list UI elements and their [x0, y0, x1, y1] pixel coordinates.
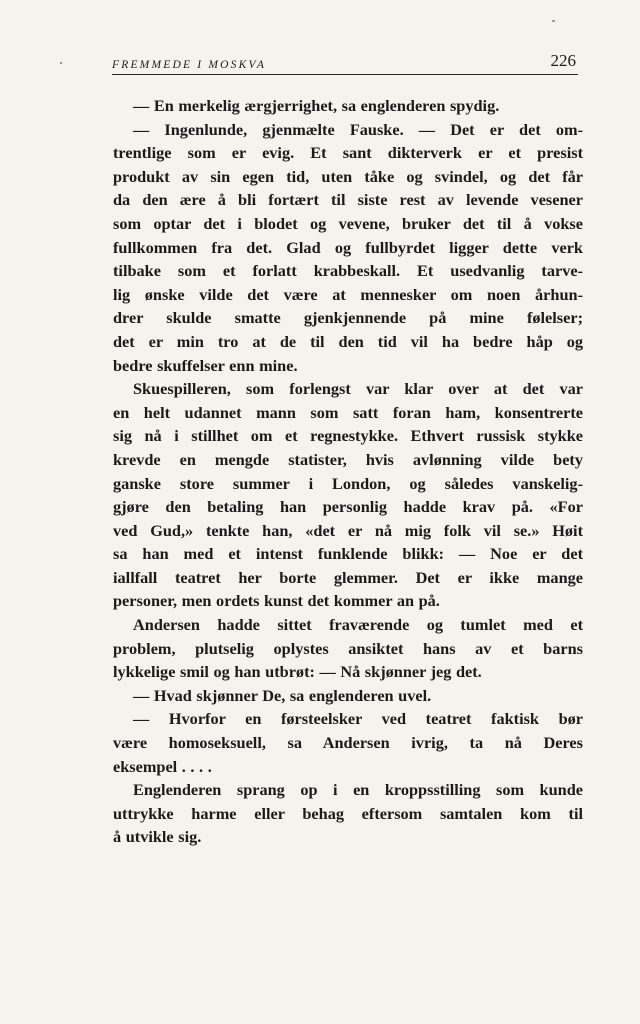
text-line: — Hvorfor en førsteelsker ved teatret faktisk bør — [133, 709, 583, 729]
text-line: ved Gud,» tenkte han, «det er nå mig folk vil se.» Høit — [113, 520, 583, 540]
text-line: Skuespilleren, som forlengst var klar over at det var — [133, 379, 583, 399]
text-line: Englenderen sprang op i en kroppsstilling som kunde — [133, 780, 583, 800]
text-line: det er min tro at de til den tid vil ha bedre håp og — [113, 331, 583, 351]
text-line: sa han med et intenst funklende blikk: — Noe er det — [113, 544, 583, 564]
text-line: eksempel . . . . — [113, 756, 212, 776]
text-line: — Ingenlunde, gjenmælte Fauske. — Det er det om- — [133, 119, 583, 139]
text-line: personer, men ordets kunst det kommer an på. — [113, 591, 440, 611]
text-line: en helt udannet mann som satt foran ham, konsentrerte — [113, 402, 583, 422]
text-line: trentlige som er evig. Et sant dikterverk er et presist — [113, 143, 583, 163]
text-line: krevde en mengde statister, hvis avlønning vilde bety — [113, 449, 583, 469]
text-line: uttrykke harme eller behag eftersom samtalen kom til — [113, 803, 583, 823]
page-number: 226 — [550, 51, 576, 70]
text-line: lykkelige smil og han utbrøt: — Nå skjønner jeg det. — [113, 662, 482, 682]
page-header — [112, 52, 578, 75]
text-line: problem, plutselig oplystes ansiktet hans av et barns — [113, 638, 583, 658]
text-line: bedre skuffelser enn mine. — [113, 355, 298, 375]
text-line: — En merkelig ærgjerrighet, sa englenderen spydig. — [133, 96, 500, 115]
text-line: tilbake som et forlatt krabbeskall. Et usedvanlig tarve- — [113, 261, 583, 281]
text-line: sig nå i stillhet om et regnestykke. Ethvert russisk stykke — [113, 426, 583, 446]
text-line: — Hvad skjønner De, sa englenderen uvel. — [133, 685, 432, 705]
text-line: ganske store summer i London, og således vanskelig- — [113, 473, 583, 493]
text-line: å utvikle sig. — [113, 827, 202, 847]
running-title: FREMMEDE I MOSKVA — [112, 59, 267, 71]
paper-speck — [60, 62, 62, 64]
text-line: gjøre den betaling han personlig hadde krav på. «For — [113, 497, 583, 517]
text-line: lig ønske vilde det være at mennesker om noen århun- — [113, 284, 583, 304]
paper-speck — [552, 20, 555, 22]
text-line: fullkommen fra det. Glad og fullbyrdet ligger dette verk — [113, 237, 583, 257]
text-line: være homoseksuell, sa Andersen ivrig, ta nå Deres — [113, 733, 583, 753]
text-line: som optar det i blodet og vevene, bruker det til å vokse — [113, 213, 583, 233]
text-line: iallfall teatret her borte glemmer. Det er ikke mange — [113, 567, 583, 587]
text-line: produkt av sin egen tid, uten tåke og svindel, og det får — [113, 166, 583, 186]
text-line: da den ære å bli fortært til siste rest av levende vesener — [113, 190, 583, 210]
text-line: drer skulde smatte gjenkjennende på mine følelser; — [113, 308, 583, 328]
text-line: Andersen hadde sittet fraværende og tumlet med et — [133, 615, 583, 635]
body-text — [113, 94, 583, 849]
